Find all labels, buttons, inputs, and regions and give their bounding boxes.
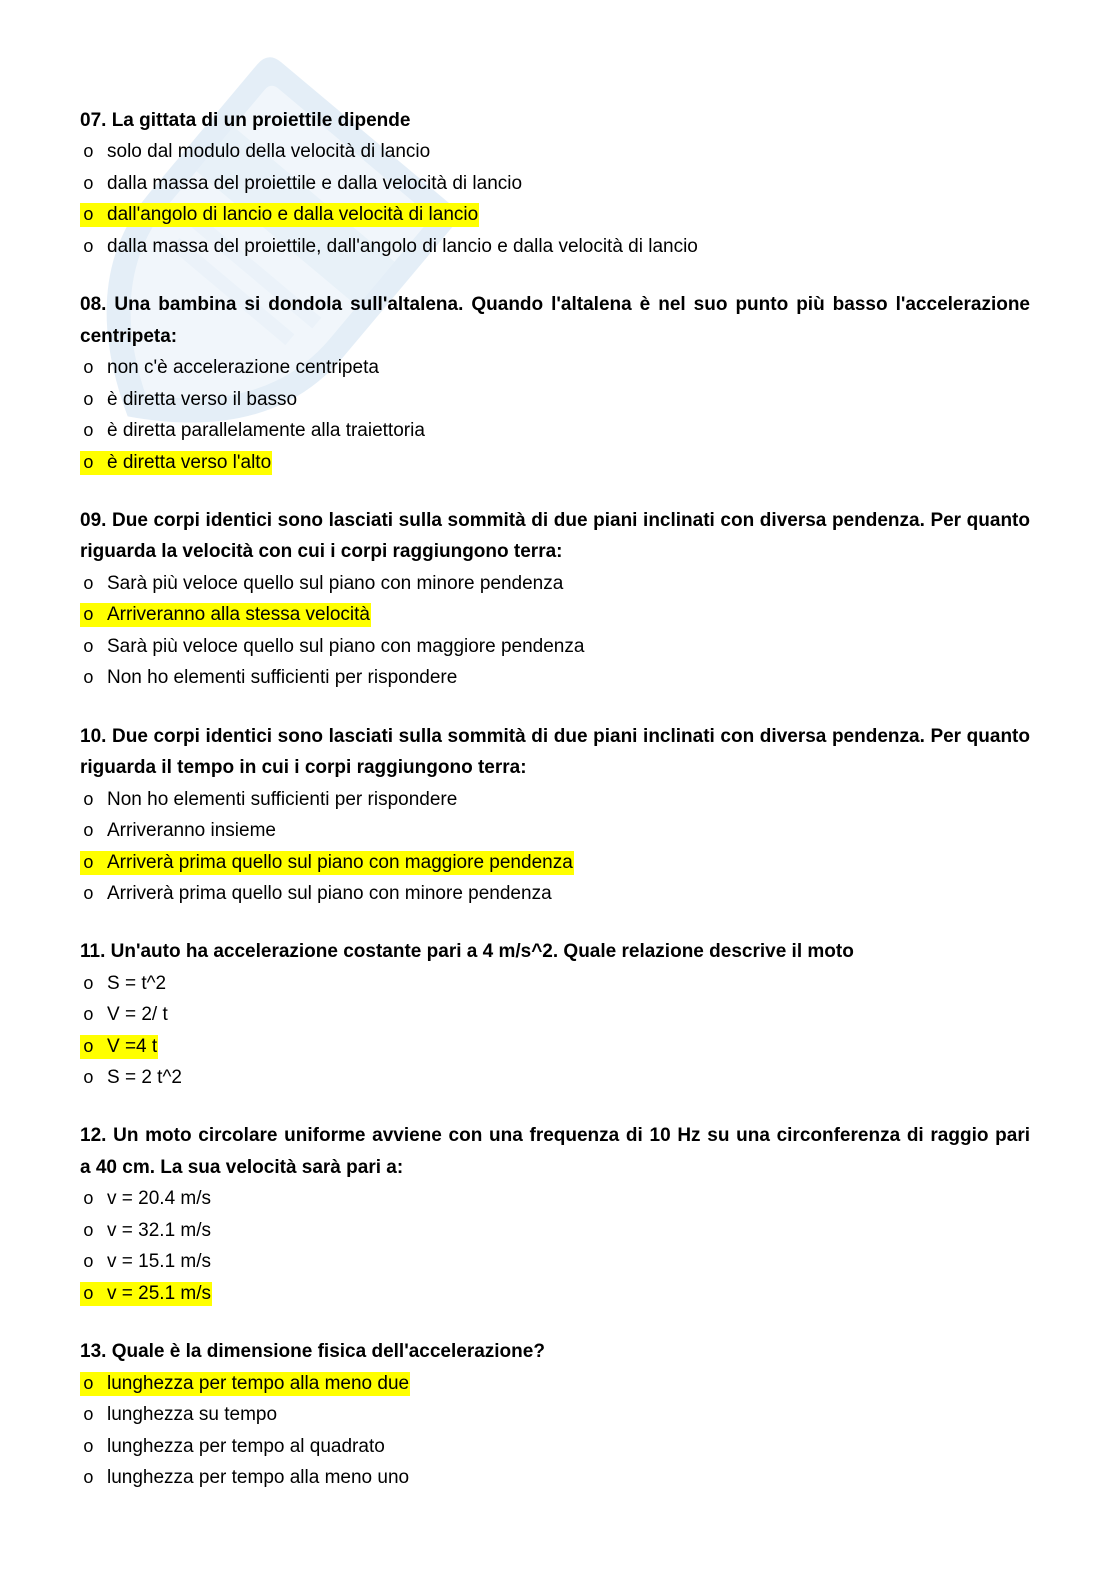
option-bullet: o (83, 174, 94, 195)
question-block (80, 1336, 1030, 1494)
correct-answer-highlight (80, 1372, 410, 1396)
answer-content (80, 140, 431, 164)
answer-content (80, 972, 167, 996)
option-text: v = 20.4 m/s (107, 1188, 212, 1210)
option-bullet: o (83, 1284, 94, 1305)
option-text: Sarà più veloce quello sul piano con minore pendenza (107, 572, 564, 594)
answer-option (80, 847, 1030, 879)
option-bullet: o (83, 1006, 94, 1027)
question-list (80, 105, 1030, 1494)
option-bullet: o (83, 1437, 94, 1458)
question-block (80, 1120, 1030, 1309)
answer-content (80, 819, 277, 843)
answer-content (80, 235, 699, 259)
option-bullet: o (83, 974, 94, 995)
answer-content (80, 1403, 278, 1427)
option-text: v = 25.1 m/s (107, 1282, 212, 1304)
option-text: dall'angolo di lancio e dalla velocità di lancio (107, 204, 479, 226)
option-bullet: o (83, 1069, 94, 1090)
answer-option (80, 447, 1030, 479)
answer-content (80, 1466, 410, 1490)
option-bullet: o (83, 790, 94, 811)
answer-option (80, 999, 1030, 1031)
option-text: Arriveranno alla stessa velocità (107, 604, 370, 626)
option-text: lunghezza per tempo alla meno uno (107, 1467, 410, 1489)
answer-content (80, 1187, 212, 1211)
option-text: dalla massa del proiettile, dall'angolo di lancio e dalla velocità di lancio (107, 235, 698, 257)
answer-content (80, 1250, 212, 1274)
option-text: Arriverà prima quello sul piano con maggiore pendenza (107, 851, 573, 873)
question-block (80, 105, 1030, 263)
answer-content (80, 1435, 386, 1459)
answer-option (80, 1462, 1030, 1494)
option-bullet: o (83, 390, 94, 411)
answer-option (80, 1278, 1030, 1310)
option-text: Non ho elementi sufficienti per rispondere (107, 788, 458, 810)
correct-answer-highlight (80, 1282, 212, 1306)
answer-option (80, 231, 1030, 263)
correct-answer-highlight (80, 1035, 158, 1059)
option-bullet: o (83, 885, 94, 906)
option-text: S = t^2 (107, 972, 167, 994)
answer-content (80, 419, 426, 443)
option-bullet: o (83, 606, 94, 627)
option-text: Arriveranno insieme (107, 820, 276, 842)
option-text: solo dal modulo della velocità di lancio (107, 141, 431, 163)
answer-option (80, 568, 1030, 600)
option-bullet: o (83, 1190, 94, 1211)
answer-content (80, 1066, 183, 1090)
question-text: riguarda il tempo in cui i corpi raggiungono terra: (80, 757, 527, 779)
answer-option (80, 631, 1030, 663)
answer-option (80, 662, 1030, 694)
question-text: 07. La gittata di un proiettile dipende (80, 110, 411, 131)
option-bullet: o (83, 143, 94, 164)
answer-option (80, 200, 1030, 232)
answer-option (80, 784, 1030, 816)
option-bullet: o (83, 422, 94, 443)
option-bullet: o (83, 574, 94, 595)
answer-option (80, 352, 1030, 384)
answer-content (80, 572, 564, 596)
option-text: Sarà più veloce quello sul piano con maggiore pendenza (107, 635, 585, 657)
question-text: a 40 cm. La sua velocità sarà pari a: (80, 1156, 404, 1178)
answer-option (80, 1031, 1030, 1063)
answer-option (80, 1431, 1030, 1463)
option-text: Non ho elementi sufficienti per rispondere (107, 667, 458, 689)
option-bullet: o (83, 669, 94, 690)
correct-answer-highlight (80, 451, 272, 475)
answer-option (80, 137, 1030, 169)
question-text: 13. Quale è la dimensione fisica dell'accelerazione? (80, 1341, 545, 1363)
question-text: 09. Due corpi identici sono lasciati sulla sommità di due piani inclinati con diversa pendenza. Per quanto (80, 509, 1030, 531)
option-bullet: o (83, 206, 94, 227)
question-text: 11. Un'auto ha accelerazione costante pari a 4 m/s^2. Quale relazione descrive il moto (80, 941, 854, 963)
option-text: S = 2 t^2 (107, 1067, 182, 1089)
answer-option (80, 1368, 1030, 1400)
answer-content (80, 388, 298, 412)
answer-option (80, 599, 1030, 631)
question-text: riguarda la velocità con cui i corpi raggiungono terra: (80, 541, 563, 563)
answer-option (80, 168, 1030, 200)
question-block (80, 936, 1030, 1094)
question-text: 10. Due corpi identici sono lasciati sulla sommità di due piani inclinati con diversa pendenza. Per quanto (80, 725, 1030, 747)
correct-answer-highlight (80, 203, 479, 227)
answer-option (80, 1399, 1030, 1431)
question-text: centripeta: (80, 325, 178, 347)
option-text: dalla massa del proiettile e dalla velocità di lancio (107, 172, 523, 194)
option-text: Arriverà prima quello sul piano con minore pendenza (107, 883, 552, 905)
option-text: è diretta verso il basso (107, 388, 298, 410)
option-bullet: o (83, 1469, 94, 1490)
answer-content (80, 788, 458, 812)
answer-content (80, 635, 585, 659)
option-text: V = 2/ t (107, 1004, 168, 1026)
answer-option (80, 878, 1030, 910)
answer-option (80, 384, 1030, 416)
answer-option (80, 968, 1030, 1000)
question-block (80, 289, 1030, 478)
option-bullet: o (83, 1406, 94, 1427)
option-text: non c'è accelerazione centripeta (107, 357, 379, 379)
option-bullet: o (83, 1253, 94, 1274)
option-bullet: o (83, 822, 94, 843)
option-bullet: o (83, 359, 94, 380)
answer-content (80, 882, 553, 906)
answer-option (80, 1215, 1030, 1247)
answer-content (80, 172, 523, 196)
option-text: v = 15.1 m/s (107, 1251, 212, 1273)
option-text: lunghezza per tempo alla meno due (107, 1372, 410, 1394)
option-text: è diretta verso l'alto (107, 451, 272, 473)
answer-content (80, 1219, 212, 1243)
question-block (80, 721, 1030, 910)
option-bullet: o (83, 1037, 94, 1058)
answer-option (80, 1062, 1030, 1094)
option-bullet: o (83, 237, 94, 258)
question-text: 12. Un moto circolare uniforme avviene con una frequenza di 10 Hz su una circonferenza di raggio pari (80, 1125, 1030, 1147)
answer-content (80, 356, 380, 380)
answer-option (80, 815, 1030, 847)
answer-option (80, 1183, 1030, 1215)
question-text: 08. Una bambina si dondola sull'altalena. Quando l'altalena è nel suo punto più basso l'accelerazione (80, 294, 1030, 316)
option-text: è diretta parallelamente alla traiettoria (107, 420, 425, 442)
question-block (80, 505, 1030, 694)
answer-option (80, 1246, 1030, 1278)
answer-option (80, 415, 1030, 447)
answer-content (80, 1003, 169, 1027)
option-bullet: o (83, 453, 94, 474)
option-bullet: o (83, 1221, 94, 1242)
option-text: lunghezza per tempo al quadrato (107, 1435, 385, 1457)
option-bullet: o (83, 1374, 94, 1395)
correct-answer-highlight (80, 603, 371, 627)
option-text: V =4 t (107, 1035, 158, 1057)
answer-content (80, 666, 458, 690)
option-bullet: o (83, 853, 94, 874)
option-text: v = 32.1 m/s (107, 1219, 212, 1241)
correct-answer-highlight (80, 851, 574, 875)
option-bullet: o (83, 637, 94, 658)
option-text: lunghezza su tempo (107, 1404, 278, 1426)
